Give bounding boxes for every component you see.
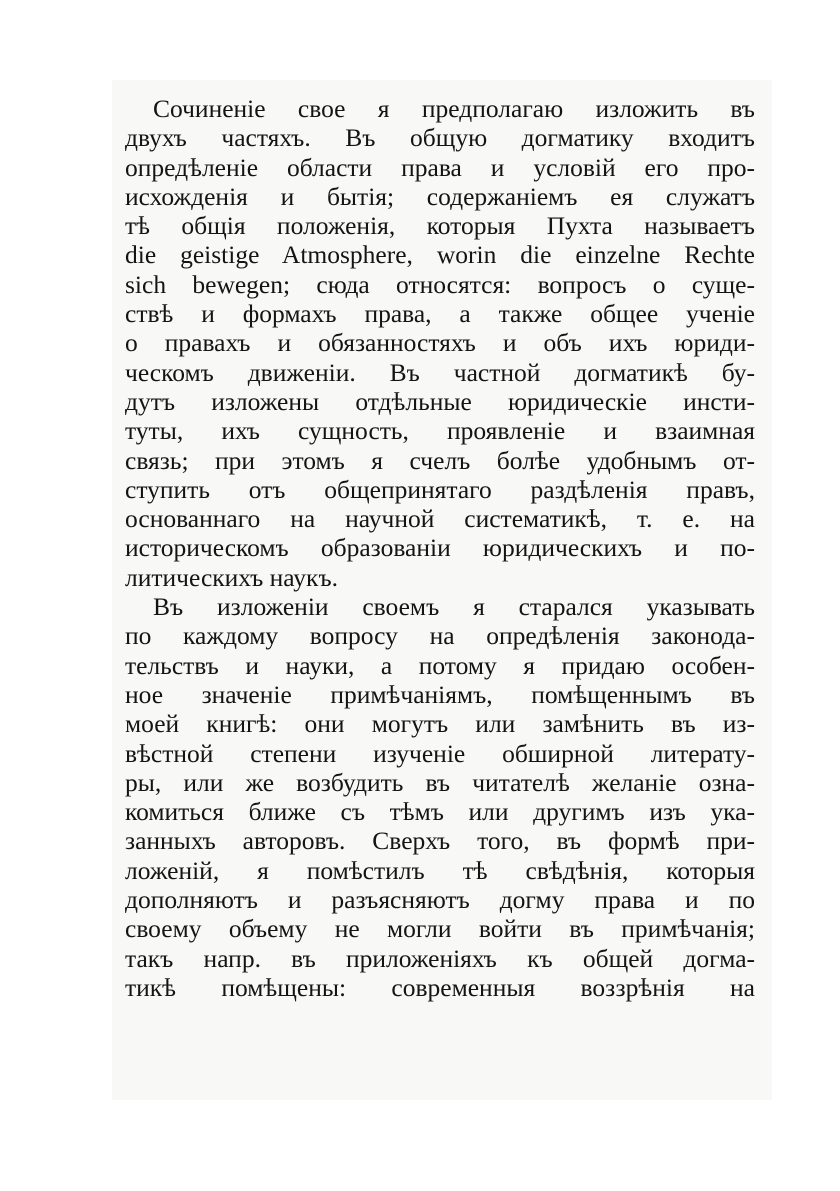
text-line: тѣ общія положенія, которыя Пухта называетъ <box>125 211 755 241</box>
text-line: дополняютъ и разъясняютъ догму права и по <box>125 885 755 915</box>
text-line: моей книгѣ: они могутъ или замѣнить въ из- <box>125 709 755 739</box>
text-line: комиться ближе съ тѣмъ или другимъ изъ ука- <box>125 797 755 827</box>
text-line: о правахъ и обязанностяхъ и объ ихъ юриди- <box>125 328 755 358</box>
text-line: литическихъ наукъ. <box>125 562 339 592</box>
text-line: такъ напр. въ приложеніяхъ къ общей догма- <box>125 943 755 973</box>
text-line: тельствъ и науки, а потому я придаю особен- <box>125 650 755 680</box>
text-line: связь; при этомъ я счелъ болѣе удобнымъ от- <box>125 445 755 475</box>
text-line: двухъ частяхъ. Въ общую догматику входитъ <box>125 123 755 153</box>
text-line: ное значеніе примѣчаніямъ, помѣщеннымъ въ <box>125 679 755 709</box>
text-line: ложеній, я помѣстилъ тѣ свѣдѣнія, которыя <box>125 855 755 885</box>
paragraph-2 <box>125 592 755 1002</box>
text-line: ствѣ и формахъ права, а также общее ученіе <box>125 299 755 329</box>
text-line: ступить отъ общепринятаго раздѣленія правъ, <box>125 474 755 504</box>
text-line: Сочиненіе свое я предполагаю изложить въ <box>153 94 755 123</box>
paragraph-1 <box>125 94 755 592</box>
text-line: вѣстной степени изученіе обширной литерату- <box>125 738 755 768</box>
text-line: туты, ихъ сущность, проявленіе и взаимная <box>125 416 755 446</box>
text-line: дутъ изложены отдѣльные юридическіе инсти- <box>125 386 755 416</box>
text-line: die geistige Atmosphere, worin die einzelne Rechte <box>125 240 755 270</box>
body-text <box>125 94 755 1002</box>
text-line: ры, или же возбудить въ читателѣ желаніе озна- <box>125 767 755 797</box>
text-line: занныхъ авторовъ. Сверхъ того, въ формѣ при- <box>125 826 755 856</box>
text-line: тикѣ помѣщены: современныя воззрѣнія на <box>125 972 755 1002</box>
text-line: по каждому вопросу на опредѣленія законода- <box>125 621 755 651</box>
text-line: основаннаго на научной систематикѣ, т. е. на <box>125 504 755 534</box>
text-line: sich bewegen; сюда относятся: вопросъ о суще- <box>125 269 755 299</box>
text-line: своему объему не могли войти въ примѣчанія; <box>125 914 755 944</box>
text-line: ческомъ движеніи. Въ частной догматикѣ бу- <box>125 357 755 387</box>
text-line: Въ изложеніи своемъ я старался указывать <box>153 592 755 622</box>
text-line: исхожденія и бытія; содержаніемъ ея служатъ <box>125 181 755 211</box>
text-line: историческомъ образованіи юридическихъ и по- <box>125 533 755 563</box>
text-line: опредѣленіе области права и условій его про- <box>125 152 755 182</box>
